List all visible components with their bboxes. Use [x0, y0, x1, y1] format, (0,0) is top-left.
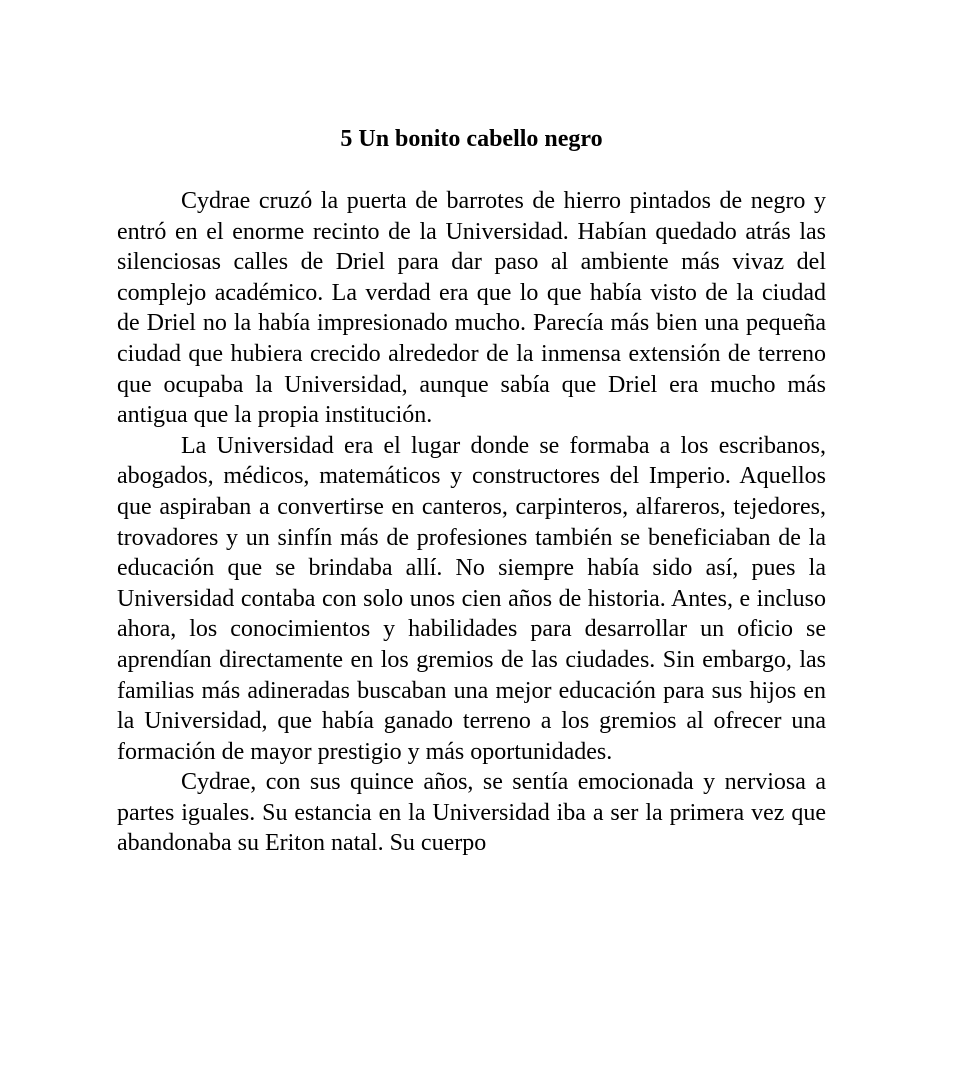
- body-paragraph: Cydrae, con sus quince años, se sentía emocionada y nerviosa a partes iguales. Su estancia en la Universidad iba a ser la primera vez que abandonaba su Eriton natal. Su cuerpo: [117, 769, 826, 857]
- body-paragraph: La Universidad era el lugar donde se formaba a los escribanos, abogados, médicos, matemáticos y constructores del Imperio. Aquellos que aspiraban a convertirse en canteros, carpinteros, alfareros, tejedores, trovadores y un sinfín más de profesiones también se beneficiaban de la educación que se brindaba allí. No siempre había sido así, pues la Universidad contaba con solo unos cien años de historia. Antes, e incluso ahora, los conocimientos y habilidades para desarrollar un oficio se aprendían directamente en los gremios de las ciudades. Sin embargo, las familias más adineradas buscaban una mejor educación para sus hijos en la Universidad, que había ganado terreno a los gremios al ofrecer una formación de mayor prestigio y más oportunidades.: [117, 432, 826, 765]
- document-page: [117, 124, 826, 859]
- chapter-title: 5 Un bonito cabello negro: [340, 126, 603, 152]
- body-paragraph: Cydrae cruzó la puerta de barrotes de hierro pintados de negro y entró en el enorme recinto de la Universidad. Habían quedado atrás las silenciosas calles de Driel para dar paso al ambiente más vivaz del complejo académico. La verdad era que lo que había visto de la ciudad de Driel no la había impresionado mucho. Parecía más bien una pequeña ciudad que hubiera crecido alrededor de la inmensa extensión de terreno que ocupaba la Universidad, aunque sabía que Driel era mucho más antigua que la propia institución.: [117, 188, 826, 429]
